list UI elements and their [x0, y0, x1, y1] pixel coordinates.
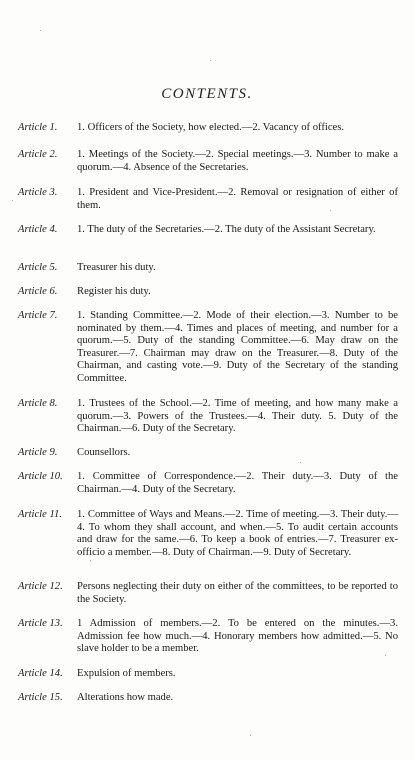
paper-speck — [300, 462, 301, 463]
paper-speck — [385, 655, 386, 656]
article-entry-4 — [18, 224, 398, 237]
paper-speck — [250, 735, 251, 736]
article-entry-15 — [18, 692, 398, 705]
article-text: 1. Committee of Ways and Means.—2. Time of meeting.—3. Their duty.—4. To whom they shall account, and when.—5. To audit certain accounts and draw for the same.—6. To keep a book of entries.—7. Treasurer ex-officio a member.—8. Duty of Chairman.—9. Duty of Secretary. — [77, 509, 398, 558]
article-entry-14 — [18, 668, 398, 681]
article-text: 1. The duty of the Secretaries.—2. The duty of the Assistant Secretary. — [77, 224, 376, 235]
article-entry-3 — [18, 187, 398, 212]
article-entry-5 — [18, 262, 398, 275]
article-label: Article 12. — [18, 581, 63, 592]
article-label: Article 3. — [18, 187, 58, 198]
article-text: Expulsion of members. — [77, 668, 176, 679]
article-label: Article 7. — [18, 310, 58, 321]
paper-speck — [90, 560, 91, 561]
article-entry-9 — [18, 447, 398, 460]
article-text: 1. Committee of Correspondence.—2. Their duty.—3. Duty of the Chairman.—4. Duty of the Secretary. — [77, 471, 398, 495]
article-entry-8 — [18, 398, 398, 436]
article-entry-13 — [18, 618, 398, 656]
article-text: 1 Admission of members.—2. To be entered on the minutes.—3. Admission fee how much.—4. Honorary members how admitted.—5. No slave holder to be a member. — [77, 618, 398, 655]
article-entry-10 — [18, 471, 398, 496]
article-text: 1. President and Vice-President.—2. Removal or resignation of either of them. — [77, 187, 398, 211]
article-text: 1. Meetings of the Society.—2. Special meetings.—3. Number to make a quorum.—4. Absence of the Secretaries. — [77, 149, 398, 173]
paper-speck — [12, 200, 13, 201]
article-entry-7 — [18, 310, 398, 386]
article-label: Article 6. — [18, 286, 58, 297]
article-label: Article 5. — [18, 262, 58, 273]
article-text: Counsellors. — [77, 447, 131, 458]
article-entry-12 — [18, 581, 398, 606]
article-label: Article 1. — [18, 122, 58, 133]
article-label: Article 13. — [18, 618, 63, 629]
article-entry-2 — [18, 149, 398, 174]
article-text: 1. Standing Committee.—2. Mode of their election.—3. Number to be nominated by them.—4. Times and places of meeting, and number for a quorum.—5. Duty of the standing Committee.—6. May draw on the Treasurer.—7. Chairman may draw on the Treasurer.—8. Duty of the Chairman, and casting vote.—9. Duty of the Secretary of the standing Committee. — [77, 310, 398, 384]
article-label: Article 4. — [18, 224, 58, 235]
article-text: Treasurer his duty. — [77, 262, 156, 273]
article-label: Article 14. — [18, 668, 63, 679]
paper-speck — [210, 60, 211, 61]
paper-speck — [40, 30, 41, 31]
article-label: Article 11. — [18, 509, 62, 520]
page-title: CONTENTS. — [161, 86, 253, 102]
article-text: Register his duty. — [77, 286, 151, 297]
article-entry-11 — [18, 509, 398, 559]
article-label: Article 2. — [18, 149, 58, 160]
article-text: 1. Trustees of the School.—2. Time of meeting, and how many make a quorum.—3. Powers of the Trustees.—4. Their duty. 5. Duty of the Chairman.—6. Duty of the Secretary. — [77, 398, 398, 435]
article-label: Article 9. — [18, 447, 58, 458]
paper-speck — [330, 210, 331, 211]
article-label: Article 10. — [18, 471, 63, 482]
article-label: Article 15. — [18, 692, 63, 703]
article-text: 1. Officers of the Society, how elected.—2. Vacancy of offices. — [77, 122, 345, 133]
article-text: Alterations how made. — [77, 692, 174, 703]
article-text: Persons neglecting their duty on either of the committees, to be reported to the Society. — [77, 581, 398, 605]
article-entry-6 — [18, 286, 398, 299]
article-label: Article 8. — [18, 398, 58, 409]
article-entry-1 — [18, 122, 398, 135]
